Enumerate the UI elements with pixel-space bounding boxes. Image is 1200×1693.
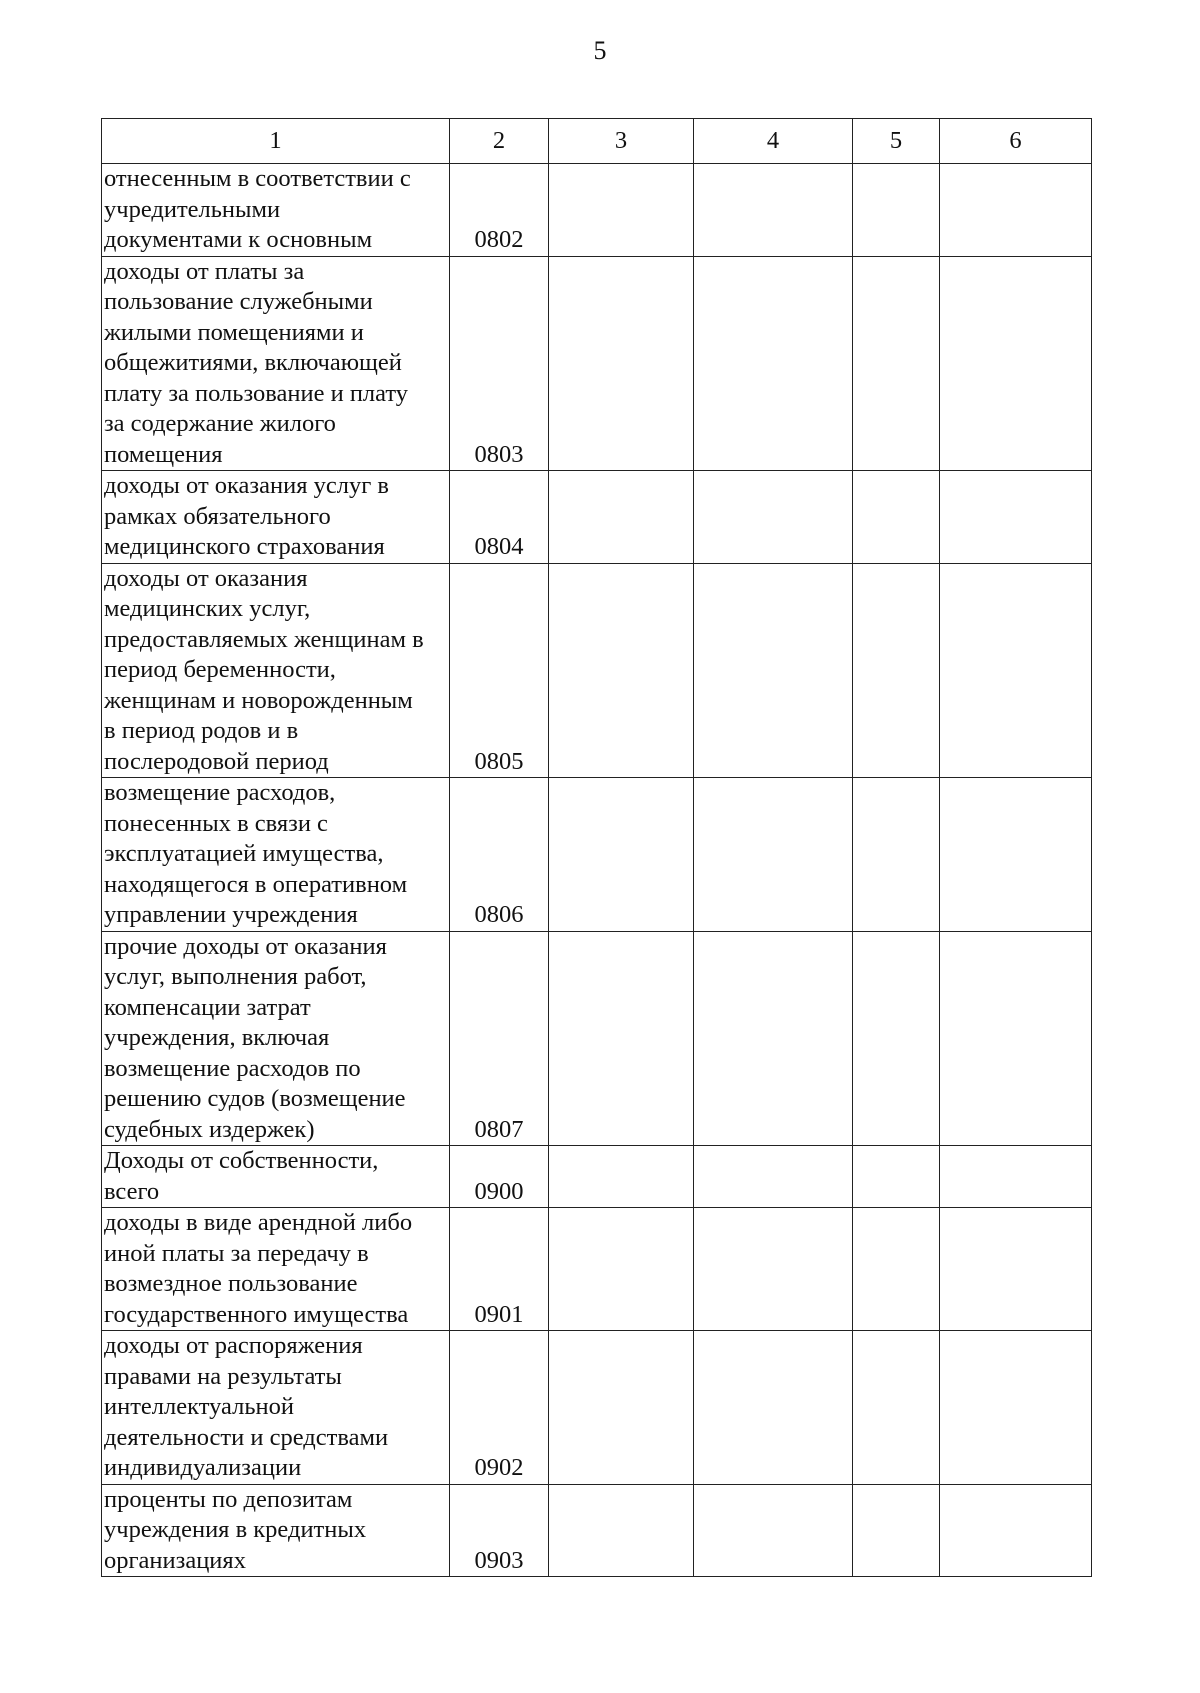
table-row: [102, 563, 1092, 778]
empty-cell: [853, 1484, 940, 1577]
row-name-cell: доходы от оказания услуг в рамках обязательного медицинского страхования: [102, 471, 450, 564]
empty-cell: [694, 931, 853, 1146]
empty-cell: [549, 1208, 694, 1331]
empty-cell: [694, 563, 853, 778]
column-header-2: 2: [450, 119, 549, 164]
empty-cell: [549, 164, 694, 257]
row-code-cell: 0806: [450, 778, 549, 932]
empty-cell: [694, 1484, 853, 1577]
row-name-cell: проценты по депозитам учреждения в кредитных организациях: [102, 1484, 450, 1577]
row-name-cell: доходы от платы за пользование служебными жилыми помещениями и общежитиями, включающей плату за пользование и плату за содержание жилого помещения: [102, 256, 450, 471]
report-table: [101, 118, 1092, 1577]
table-row: [102, 1208, 1092, 1331]
empty-cell: [549, 471, 694, 564]
empty-cell: [549, 778, 694, 932]
table-row: [102, 471, 1092, 564]
row-code-cell: 0900: [450, 1146, 549, 1208]
row-code-cell: 0802: [450, 164, 549, 257]
row-name-cell: доходы от оказания медицинских услуг, предоставляемых женщинам в период беременности, женщинам и новорожденным в период родов и в послеродовой период: [102, 563, 450, 778]
empty-cell: [694, 471, 853, 564]
empty-cell: [853, 1146, 940, 1208]
empty-cell: [853, 563, 940, 778]
empty-cell: [940, 1331, 1092, 1485]
table-row: [102, 931, 1092, 1146]
empty-cell: [694, 1208, 853, 1331]
column-header-4: 4: [694, 119, 853, 164]
row-name-cell: доходы от распоряжения правами на результаты интеллектуальной деятельности и средствами индивидуализации: [102, 1331, 450, 1485]
row-name-cell: прочие доходы от оказания услуг, выполнения работ, компенсации затрат учреждения, включая возмещение расходов по решению судов (возмещение судебных издержек): [102, 931, 450, 1146]
row-code-cell: 0805: [450, 563, 549, 778]
empty-cell: [549, 563, 694, 778]
row-code-cell: 0902: [450, 1331, 549, 1485]
empty-cell: [940, 931, 1092, 1146]
empty-cell: [940, 471, 1092, 564]
row-name-cell: доходы в виде арендной либо иной платы за передачу в возмездное пользование государственного имущества: [102, 1208, 450, 1331]
column-header-3: 3: [549, 119, 694, 164]
empty-cell: [853, 1331, 940, 1485]
row-code-cell: 0803: [450, 256, 549, 471]
empty-cell: [853, 256, 940, 471]
empty-cell: [694, 1331, 853, 1485]
column-header-5: 5: [853, 119, 940, 164]
empty-cell: [694, 256, 853, 471]
empty-cell: [940, 1208, 1092, 1331]
row-name-cell: отнесенным в соответствии с учредительными документами к основным: [102, 164, 450, 257]
row-code-cell: 0804: [450, 471, 549, 564]
empty-cell: [694, 164, 853, 257]
column-header-1: 1: [102, 119, 450, 164]
table-row: [102, 256, 1092, 471]
empty-cell: [853, 1208, 940, 1331]
empty-cell: [853, 778, 940, 932]
empty-cell: [549, 931, 694, 1146]
row-name-cell: возмещение расходов, понесенных в связи с эксплуатацией имущества, находящегося в оперативном управлении учреждения: [102, 778, 450, 932]
empty-cell: [853, 164, 940, 257]
empty-cell: [940, 256, 1092, 471]
empty-cell: [940, 1484, 1092, 1577]
empty-cell: [549, 1331, 694, 1485]
empty-cell: [694, 778, 853, 932]
empty-cell: [940, 563, 1092, 778]
page-number: 5: [593, 36, 607, 65]
empty-cell: [853, 471, 940, 564]
row-code-cell: 0901: [450, 1208, 549, 1331]
row-code-cell: 0807: [450, 931, 549, 1146]
row-name-cell: Доходы от собственности, всего: [102, 1146, 450, 1208]
column-header-6: 6: [940, 119, 1092, 164]
table-header-row: [102, 119, 1092, 164]
table-row: [102, 1146, 1092, 1208]
empty-cell: [549, 1146, 694, 1208]
empty-cell: [940, 778, 1092, 932]
empty-cell: [940, 164, 1092, 257]
empty-cell: [549, 1484, 694, 1577]
table-row: [102, 1331, 1092, 1485]
empty-cell: [940, 1146, 1092, 1208]
table-row: [102, 778, 1092, 932]
table-row: [102, 1484, 1092, 1577]
empty-cell: [694, 1146, 853, 1208]
empty-cell: [549, 256, 694, 471]
empty-cell: [853, 931, 940, 1146]
row-code-cell: 0903: [450, 1484, 549, 1577]
table-row: [102, 164, 1092, 257]
